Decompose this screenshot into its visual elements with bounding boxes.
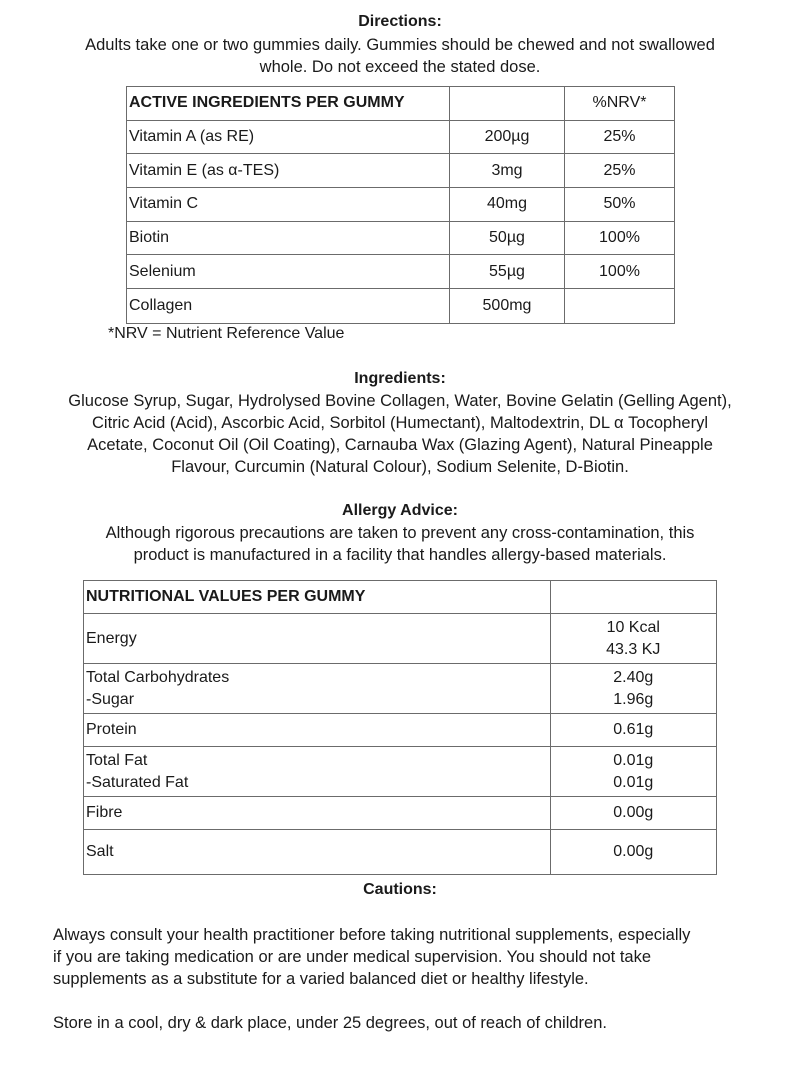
header-cell-value — [550, 581, 716, 614]
allergy-line: Although rigorous precautions are taken to prevent any cross-contamination, this — [105, 524, 695, 542]
ingredient-name: Vitamin C — [127, 188, 450, 222]
nutrient-name: Fibre — [86, 804, 123, 821]
value-line: 0.61g — [613, 721, 654, 738]
value-line: 43.3 KJ — [606, 640, 661, 658]
nutrient-value — [550, 797, 716, 830]
nutrient-value — [550, 664, 716, 714]
ingredient-nrv: 100% — [565, 255, 675, 289]
nutrition-table — [83, 580, 717, 875]
header-cell-nutrient: NUTRITIONAL VALUES PER GUMMY — [84, 581, 551, 614]
ingredients-text — [0, 390, 800, 478]
directions-line-1: Adults take one or two gummies daily. Gummies should be chewed and not swallowed — [85, 36, 715, 54]
value-line: 0.00g — [613, 804, 654, 821]
nutrient-value — [550, 614, 716, 664]
nutrient-label — [84, 614, 551, 664]
table-row — [127, 120, 675, 154]
nutrient-name: Protein — [86, 721, 137, 738]
ingredient-name: Biotin — [127, 221, 450, 255]
ingredient-name: Vitamin E (as α-TES) — [127, 154, 450, 188]
table-row — [127, 255, 675, 289]
ingredient-nrv: 50% — [565, 188, 675, 222]
ingredient-amount: 50µg — [450, 221, 565, 255]
nrv-footnote: *NRV = Nutrient Reference Value — [108, 325, 345, 342]
table-row — [127, 154, 675, 188]
value-line: 10 Kcal — [606, 618, 660, 636]
ingredients-heading: Ingredients: — [354, 370, 446, 387]
table-header-row — [127, 87, 675, 121]
cautions-line: if you are taking medication or are under medical supervision. You should not take — [53, 948, 652, 966]
table-row — [127, 221, 675, 255]
value-line: 2.40g — [613, 668, 654, 686]
table-row — [84, 664, 717, 714]
header-cell-amount — [450, 87, 565, 121]
nutrient-label — [84, 664, 551, 714]
allergy-text — [0, 522, 800, 566]
table-row — [84, 797, 717, 830]
table-row — [84, 747, 717, 797]
ingredient-amount: 200µg — [450, 120, 565, 154]
value-line: 1.96g — [613, 690, 654, 708]
value-line: 0.01g — [613, 751, 654, 769]
ingredients-line: Citric Acid (Acid), Ascorbic Acid, Sorbitol (Humectant), Maltodextrin, DL α Tocopheryl — [92, 414, 708, 432]
cautions-heading: Cautions: — [363, 881, 437, 898]
allergy-heading: Allergy Advice: — [342, 502, 458, 519]
table-row — [84, 714, 717, 747]
table-row — [84, 830, 717, 875]
nutrient-name: Salt — [86, 843, 114, 860]
ingredient-name: Collagen — [127, 289, 450, 324]
nutrient-label — [84, 797, 551, 830]
nutrient-name: Total Fat — [86, 751, 148, 769]
value-line: 0.00g — [613, 843, 654, 860]
ingredient-name: Selenium — [127, 255, 450, 289]
ingredient-nrv: 25% — [565, 120, 675, 154]
table-row — [127, 289, 675, 324]
nutrient-name: Energy — [86, 629, 137, 647]
ingredient-nrv — [565, 289, 675, 324]
nutrient-value — [550, 747, 716, 797]
allergy-line: product is manufactured in a facility that handles allergy-based materials. — [133, 546, 667, 564]
ingredients-line: Glucose Syrup, Sugar, Hydrolysed Bovine Collagen, Water, Bovine Gelatin (Gelling Agent), — [68, 392, 732, 410]
ingredient-amount: 40mg — [450, 188, 565, 222]
directions-line-2: whole. Do not exceed the stated dose. — [259, 58, 541, 76]
nutrient-value — [550, 714, 716, 747]
header-cell-nrv: %NRV* — [565, 87, 675, 121]
nutrient-label — [84, 830, 551, 875]
ingredient-name: Vitamin A (as RE) — [127, 120, 450, 154]
ingredients-line: Acetate, Coconut Oil (Oil Coating), Carnauba Wax (Glazing Agent), Natural Pineapple — [87, 436, 713, 454]
cautions-paragraph-1 — [53, 924, 753, 990]
value-line: 0.01g — [613, 773, 654, 791]
ingredients-line: Flavour, Curcumin (Natural Colour), Sodium Selenite, D-Biotin. — [171, 458, 629, 476]
storage-instructions: Store in a cool, dry & dark place, under 25 degrees, out of reach of children. — [53, 1014, 607, 1032]
ingredient-amount: 3mg — [450, 154, 565, 188]
nutrient-value — [550, 830, 716, 875]
header-cell-ingredient: ACTIVE INGREDIENTS PER GUMMY — [127, 87, 450, 121]
nutrient-sub-name: -Sugar — [86, 690, 135, 708]
table-row — [127, 188, 675, 222]
nutrient-name: Total Carbohydrates — [86, 668, 230, 686]
ingredient-amount: 500mg — [450, 289, 565, 324]
cautions-line: supplements as a substitute for a varied balanced diet or healthy lifestyle. — [53, 970, 589, 988]
active-ingredients-table — [126, 86, 675, 324]
table-header-row — [84, 581, 717, 614]
ingredient-nrv: 25% — [565, 154, 675, 188]
directions-heading: Directions: — [358, 13, 442, 30]
nutrient-label — [84, 714, 551, 747]
directions-text — [0, 34, 800, 78]
nutrient-label — [84, 747, 551, 797]
ingredient-nrv: 100% — [565, 221, 675, 255]
table-row — [84, 614, 717, 664]
nutrient-sub-name: -Saturated Fat — [86, 773, 189, 791]
ingredient-amount: 55µg — [450, 255, 565, 289]
cautions-line: Always consult your health practitioner before taking nutritional supplements, especially — [53, 926, 691, 944]
